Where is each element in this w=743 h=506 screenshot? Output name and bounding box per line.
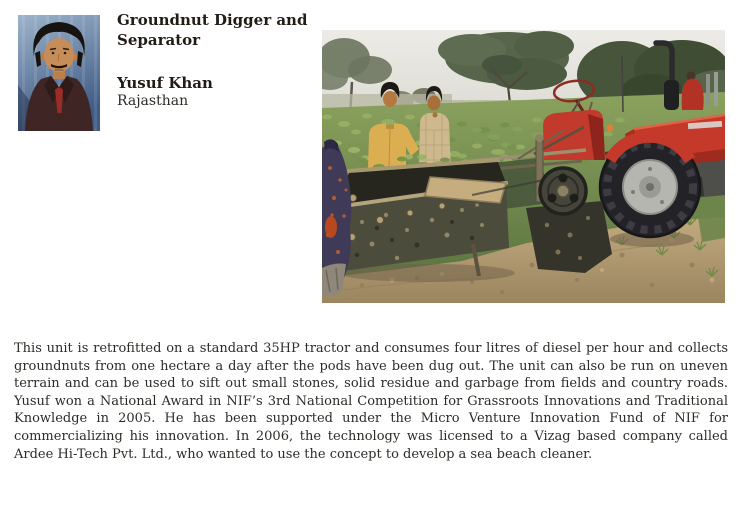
boy1-face: [383, 91, 397, 107]
field-photo: [322, 30, 725, 303]
article-paragraph: This unit is retrofitted on a standard 35HP tractor and consumes four litres of diesel per hour and collects groundnuts from one hectare a day after the pods have been dug out. The unit can also be run on uneven terrain and can be used to sift out small stones, solid residue and garbage from fields and country roads. Yusuf won a National Award in NIF’s 3rd National Competition for Grassroots Innovations and Traditional Knowledge in 2005. He has been supported under the Micro Venture Innovation Fund of NIF for commercializing his innovation. In 2006, the technology was licensed to a Vizag based company called Ardee Hi-Tech Pvt. Ltd., who wanted to use the concept to develop a sea beach cleaner.: [14, 341, 728, 462]
innovator-portrait-photo: [18, 15, 100, 131]
pulley-wheel: [540, 168, 586, 214]
indicator-lamp: [607, 125, 614, 132]
header-block: [117, 10, 327, 110]
title-line-1: Groundnut Digger and: [117, 11, 308, 29]
article-title: [117, 10, 327, 50]
title-line-2: Separator: [117, 31, 201, 49]
boy2-face: [428, 96, 441, 111]
innovator-state: Rajasthan: [117, 93, 189, 109]
innovator-name: Yusuf Khan: [117, 74, 213, 92]
